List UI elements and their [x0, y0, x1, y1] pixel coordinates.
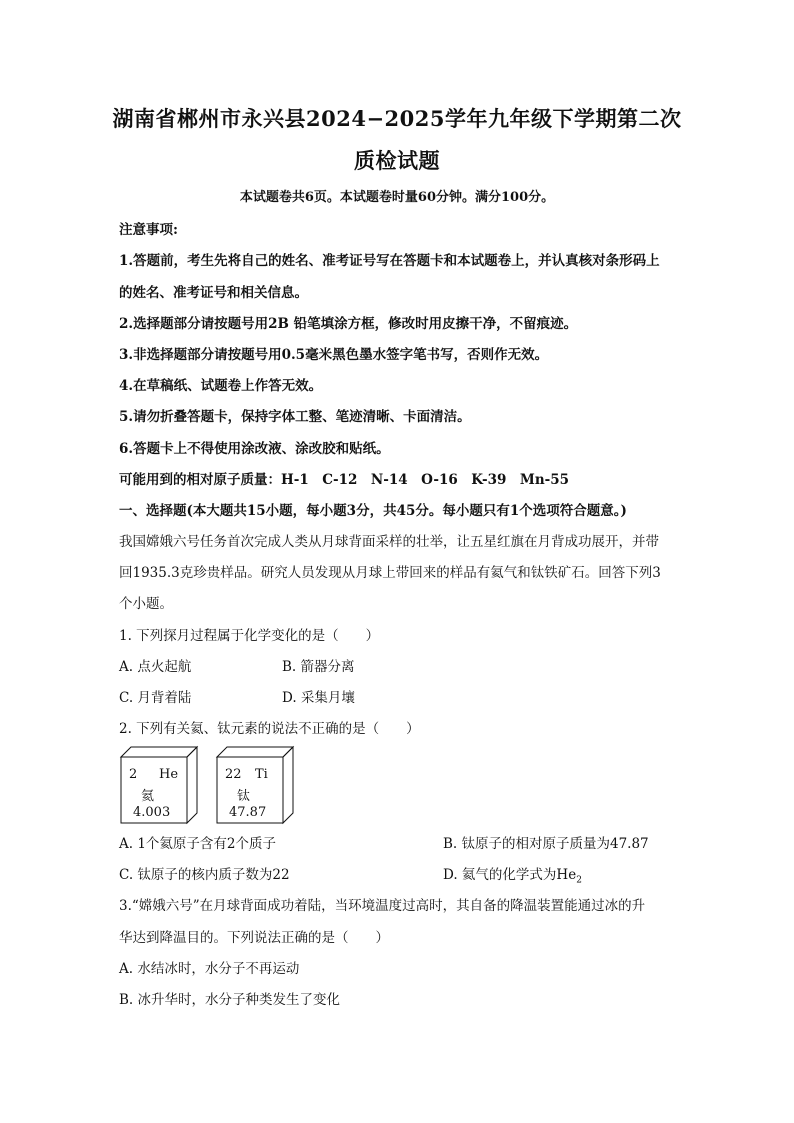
page-title: 湖南省郴州市永兴县2024−2025学年九年级下学期第二次 [112, 106, 682, 131]
notice-item: 的姓名、准考证号和相关信息。 [119, 285, 308, 301]
notice-heading: 注意事项: [119, 222, 178, 238]
q1-option-c: C. 月背着陆 [119, 690, 192, 706]
passage-line: 回1935.3克珍贵样品。研究人员发现从月球上带回来的样品有氦气和钛铁矿石。回答下列3 [119, 565, 661, 581]
q2-option-c: C. 钛原子的核内质子数为22 [119, 867, 290, 883]
atomic-mass: 47.87 [229, 805, 267, 820]
question-1-stem: 1. 下列探月过程属于化学变化的是（ ） [119, 628, 380, 644]
q2-option-d-text: D. 氦气的化学式为He [443, 867, 577, 883]
exam-intro: 本试题卷共6页。本试题卷时量60分钟。满分100分。 [239, 190, 555, 205]
element-name: 氦 [141, 789, 155, 804]
q1-option-d: D. 采集月壤 [282, 690, 355, 706]
q3-option-a: A. 水结冰时，水分子不再运动 [119, 961, 300, 977]
notice-item: 1.答题前，考生先将自己的姓名、准考证号写在答题卡和本试题卷上，并认真核对条形码上 [119, 253, 660, 269]
atomic-number: 2 [129, 767, 138, 782]
notice-item: 2.选择题部分请按题号用2B 铅笔填涂方框，修改时用皮擦干净，不留痕迹。 [119, 316, 578, 332]
notice-item: 4.在草稿纸、试题卷上作答无效。 [119, 378, 323, 394]
element-cube-titanium [215, 745, 295, 825]
section-heading: 一、选择题(本大题共15小题，每小题3分，共45分。每小题只有1个选项符合题意。) [119, 503, 627, 519]
atomic-number: 22 [225, 767, 242, 782]
q2-option-d-subscript: 2 [576, 875, 582, 886]
question-3-stem-line2: 华达到降温目的。下列说法正确的是（ ） [119, 930, 389, 946]
element-symbol: Ti [255, 767, 268, 782]
q1-option-a: A. 点火起航 [119, 659, 192, 675]
q2-option-d [443, 863, 582, 886]
notice-item: 3.非选择题部分请按题号用0.5毫米黑色墨水签字笔书写，否则作无效。 [119, 347, 549, 363]
q1-option-b: B. 箭器分离 [282, 659, 355, 675]
q3-option-b: B. 冰升华时，水分子种类发生了变化 [119, 992, 341, 1008]
q2-option-b: B. 钛原子的相对原子质量为47.87 [443, 836, 649, 852]
passage-line: 个小题。 [119, 596, 173, 612]
element-symbol: He [159, 767, 179, 782]
question-2-stem: 2. 下列有关氦、钛元素的说法不正确的是（ ） [119, 721, 420, 737]
notice-item: 6.答题卡上不得使用涂改液、涂改胶和贴纸。 [119, 441, 390, 457]
element-name: 钛 [237, 789, 251, 804]
element-cube-helium [119, 745, 199, 825]
atomic-mass: 4.003 [133, 805, 171, 820]
question-3-stem: 3.“嫦娥六号”在月球背面成功着陆，当环境温度过高时，其自备的降温装置能通过冰的升 [119, 898, 646, 914]
passage-line: 我国嫦娥六号任务首次完成人类从月球背面采样的壮举，让五星红旗在月背成功展开，并带 [119, 534, 659, 550]
atomic-masses: 可能用到的相对原子质量：H-1 C-12 N-14 O-16 K-39 Mn-55 [119, 472, 570, 488]
q2-option-a: A. 1个氦原子含有2个质子 [119, 836, 277, 852]
page-title-line2: 质检试题 [354, 148, 440, 173]
notice-item: 5.请勿折叠答题卡，保持字体工整、笔迹清晰、卡面清洁。 [119, 409, 471, 425]
